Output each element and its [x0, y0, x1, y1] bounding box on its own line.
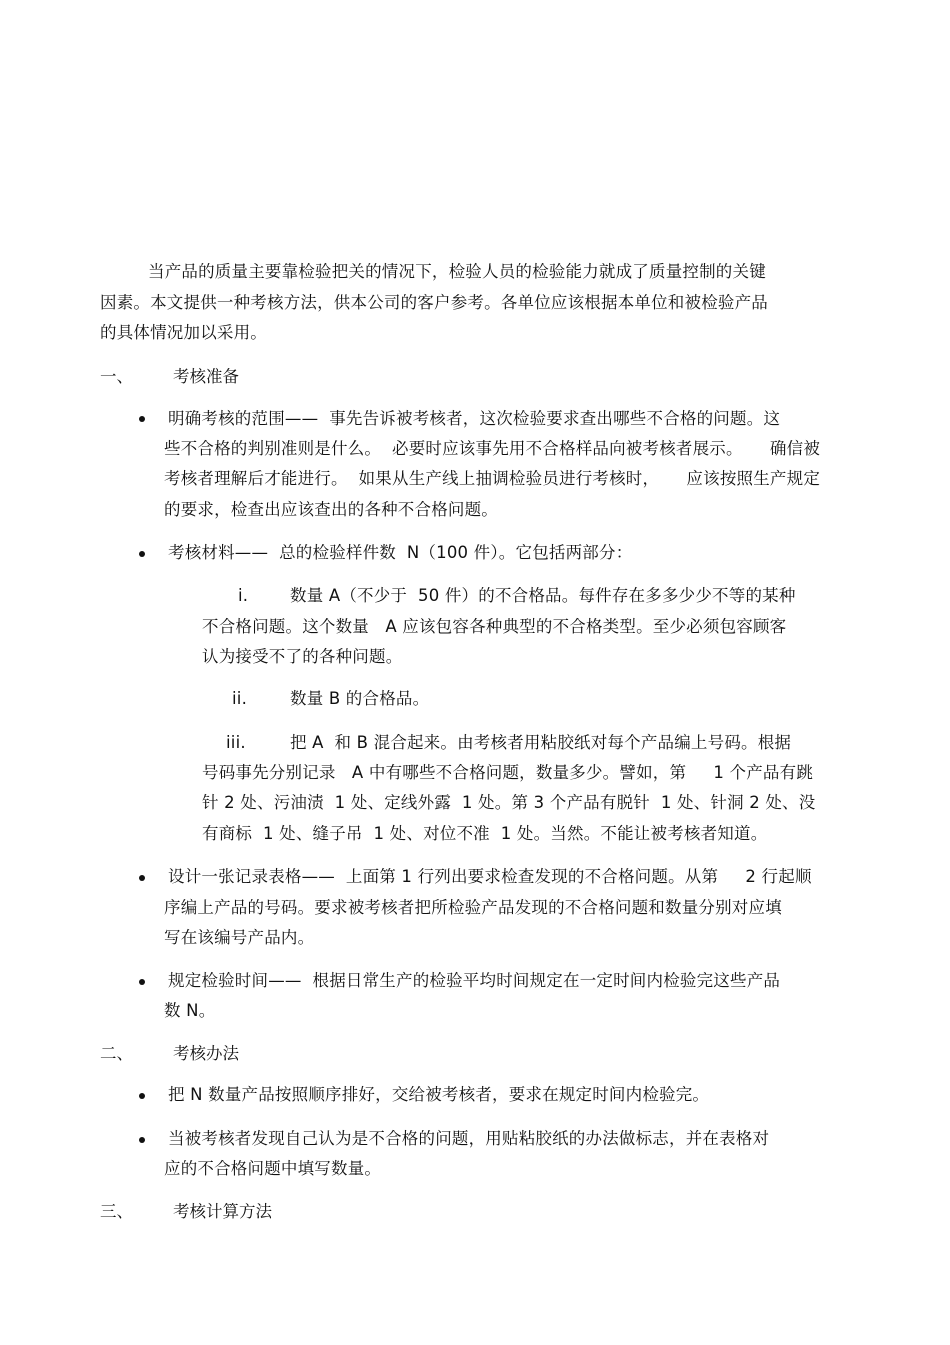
list-item-line: 应的不合格问题中填写数量。 — [164, 1159, 382, 1178]
list-item-line: 考核材料—— 总的检验样件数 N（100 件）。它包括两部分： — [168, 543, 633, 562]
sub-item-line: 号码事先分别记录 A 中有哪些不合格问题，数量多少。譬如，第 1 个产品有跳 — [202, 763, 814, 782]
list-item-line: 的要求，检查出应该查出的各种不合格问题。 — [164, 500, 498, 519]
section-title: 考核计算方法 — [173, 1202, 272, 1221]
bullet-dot — [139, 416, 145, 422]
section-title: 考核准备 — [173, 367, 239, 386]
section-number: 二、 — [100, 1044, 133, 1063]
sub-item-number: i. — [238, 586, 249, 605]
sub-item-line: 认为接受不了的各种问题。 — [202, 647, 403, 666]
list-item-line: 设计一张记录表格—— 上面第 1 行列出要求检查发现的不合格问题。从第 2 行起顺 — [168, 867, 812, 886]
intro-line: 的具体情况加以采用。 — [100, 323, 267, 342]
section-number: 一、 — [100, 367, 133, 386]
bullet-dot — [139, 1137, 145, 1143]
section-title: 考核办法 — [173, 1044, 239, 1063]
sub-item-line: 有商标 1 处、缝子吊 1 处、对位不准 1 处。当然。不能让被考核者知道。 — [202, 824, 768, 843]
list-item-line: 考核者理解后才能进行。 如果从生产线上抽调检验员进行考核时， 应该按照生产规定 — [164, 469, 821, 488]
sub-item-line: 数量 B 的合格品。 — [290, 689, 430, 708]
sub-item-line: 数量 A（不少于 50 件）的不合格品。每件存在多多少少不等的某种 — [290, 586, 796, 605]
list-item-line: 写在该编号产品内。 — [164, 928, 315, 947]
bullet-dot — [139, 1093, 145, 1099]
list-item-line: 数 N。 — [164, 1001, 216, 1020]
list-item-line: 把 N 数量产品按照顺序排好，交给被考核者，要求在规定时间内检验完。 — [168, 1085, 710, 1104]
bullet-dot — [139, 979, 145, 985]
bullet-dot — [139, 551, 145, 557]
section-number: 三、 — [100, 1202, 133, 1221]
list-item-line: 明确考核的范围—— 事先告诉被考核者，这次检验要求查出哪些不合格的问题。这 — [168, 409, 781, 428]
list-item-line: 序编上产品的号码。要求被考核者把所检验产品发现的不合格问题和数量分别对应填 — [164, 898, 782, 917]
sub-item-number: ii. — [232, 689, 248, 708]
sub-item-number: iii. — [226, 733, 246, 752]
list-item-line: 些不合格的判别准则是什么。 必要时应该事先用不合格样品向被考核者展示。 确信被 — [164, 439, 821, 458]
sub-item-line: 不合格问题。这个数量 A 应该包容各种典型的不合格类型。至少必须包容顾客 — [202, 617, 787, 636]
sub-item-line: 针 2 处、污油渍 1 处、定线外露 1 处。第 3 个产品有脱针 1 处、针洞 2 处、没 — [202, 793, 816, 812]
intro-line: 因素。本文提供一种考核方法，供本公司的客户参考。各单位应该根据本单位和被检验产品 — [100, 293, 768, 312]
intro-line: 当产品的质量主要靠检验把关的情况下，检验人员的检验能力就成了质量控制的关键 — [148, 262, 766, 281]
sub-item-line: 把 A 和 B 混合起来。由考核者用粘胶纸对每个产品编上号码。根据 — [290, 733, 792, 752]
list-item-line: 规定检验时间—— 根据日常生产的检验平均时间规定在一定时间内检验完这些产品 — [168, 971, 781, 990]
bullet-dot — [139, 875, 145, 881]
list-item-line: 当被考核者发现自己认为是不合格的问题，用贴粘胶纸的办法做标志，并在表格对 — [168, 1129, 770, 1148]
